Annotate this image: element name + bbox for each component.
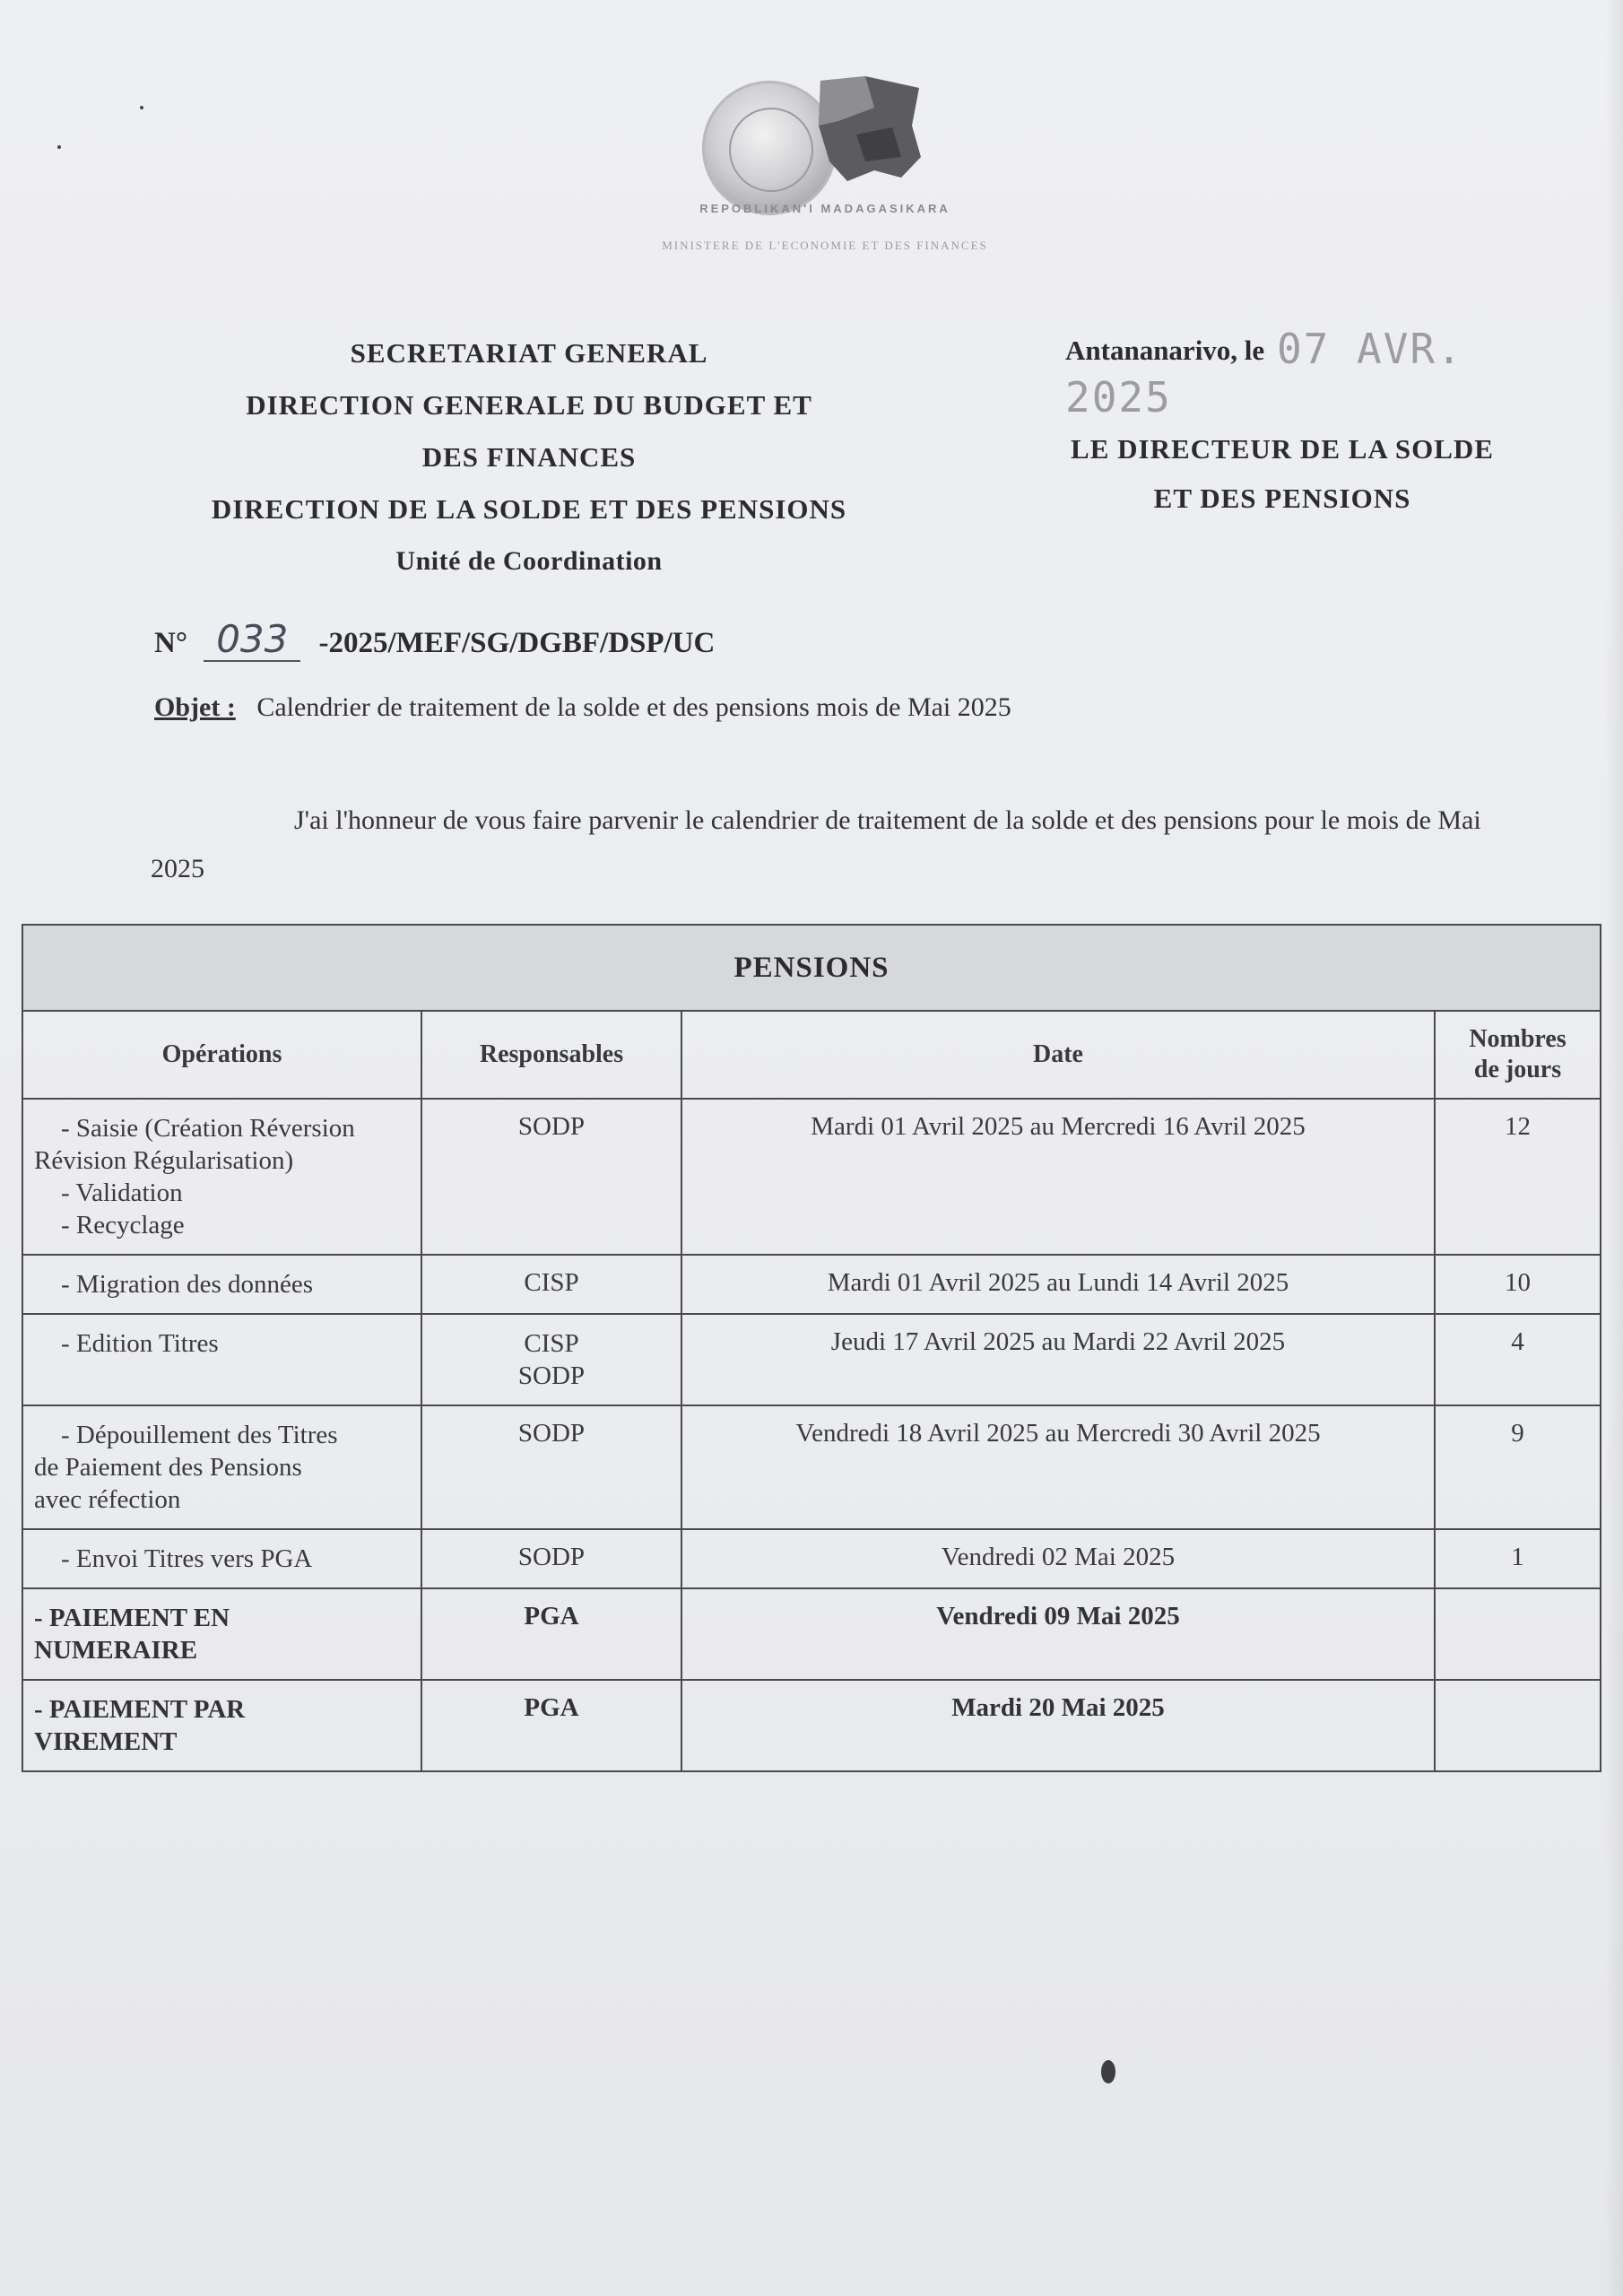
subject-line xyxy=(154,692,1499,723)
op-line: avec réfection xyxy=(34,1485,181,1514)
op-line: NUMERAIRE xyxy=(34,1636,198,1665)
sender-line: DES FINANCES xyxy=(421,441,637,473)
sender-line: SECRETARIAT GENERAL xyxy=(350,337,708,369)
op-line: de Paiement des Pensions xyxy=(34,1453,302,1482)
resp-line: CISP xyxy=(524,1268,579,1297)
cell-operations xyxy=(22,1255,421,1314)
pensions-table xyxy=(22,924,1601,1772)
cell-date: Mardi 01 Avril 2025 au Mercredi 16 Avril 2025 xyxy=(681,1099,1435,1255)
cell-responsables xyxy=(421,1405,681,1529)
pensions-table-wrap xyxy=(22,924,1600,1772)
cell-operations xyxy=(22,1314,421,1405)
paper-speck xyxy=(140,106,143,109)
cell-operations xyxy=(22,1680,421,1771)
resp-line: CISP xyxy=(524,1329,579,1358)
cell-operations xyxy=(22,1529,421,1588)
cell-date: Vendredi 09 Mai 2025 xyxy=(681,1588,1435,1680)
page-edge-shadow xyxy=(1605,0,1623,2296)
cell-jours xyxy=(1435,1588,1601,1680)
op-line: - PAIEMENT PAR xyxy=(34,1695,246,1724)
col-header-jours-line: Nombres xyxy=(1469,1025,1567,1053)
national-emblem xyxy=(695,54,946,197)
table-header-row xyxy=(22,1011,1601,1099)
cell-jours: 10 xyxy=(1435,1255,1601,1314)
flag-map-icon xyxy=(812,72,928,188)
table-row xyxy=(22,1529,1601,1588)
signatory-line: ET DES PENSIONS xyxy=(1153,483,1411,514)
place-label: Antananarivo, le xyxy=(1065,335,1265,366)
ink-smudge xyxy=(1101,2060,1115,2083)
signatory-block xyxy=(1031,424,1533,523)
cell-responsables xyxy=(421,1314,681,1405)
cell-jours: 4 xyxy=(1435,1314,1601,1405)
col-header-date: Date xyxy=(681,1011,1435,1099)
op-line: - PAIEMENT EN xyxy=(34,1604,230,1632)
table-row xyxy=(22,1314,1601,1405)
sender-unit: Unité de Coordination xyxy=(395,546,663,576)
ministry-name: MINISTERE DE L'ECONOMIE ET DES FINANCES xyxy=(662,239,988,252)
cell-responsables xyxy=(421,1588,681,1680)
paper-speck xyxy=(57,145,61,149)
op-line: - Envoi Titres vers PGA xyxy=(61,1544,313,1573)
op-line: - Saisie (Création Réversion xyxy=(61,1114,355,1143)
cell-date: Jeudi 17 Avril 2025 au Mardi 22 Avril 2025 xyxy=(681,1314,1435,1405)
sender-line: DIRECTION DE LA SOLDE ET DES PENSIONS xyxy=(211,493,847,525)
op-line: - Edition Titres xyxy=(61,1329,219,1358)
reference-suffix: -2025/MEF/SG/DGBF/DSP/UC xyxy=(318,627,716,659)
resp-line: PGA xyxy=(524,1602,579,1631)
table-row xyxy=(22,1680,1601,1771)
subject-text: Calendrier de traitement de la solde et des pensions mois de Mai 2025 xyxy=(256,692,1011,722)
resp-line: SODP xyxy=(517,1112,586,1141)
table-row xyxy=(22,1255,1601,1314)
cell-operations xyxy=(22,1588,421,1680)
reference-prefix: N° xyxy=(154,627,188,659)
table-title: PENSIONS xyxy=(22,925,1601,1011)
cell-date: Vendredi 18 Avril 2025 au Mercredi 30 Avril 2025 xyxy=(681,1405,1435,1529)
table-row xyxy=(22,1099,1601,1255)
cell-jours: 12 xyxy=(1435,1099,1601,1255)
cell-date: Mardi 20 Mai 2025 xyxy=(681,1680,1435,1771)
sender-line: DIRECTION GENERALE DU BUDGET ET xyxy=(246,389,812,421)
cell-jours xyxy=(1435,1680,1601,1771)
sender-block xyxy=(143,327,915,587)
cell-responsables xyxy=(421,1529,681,1588)
cell-date: Vendredi 02 Mai 2025 xyxy=(681,1529,1435,1588)
cell-operations xyxy=(22,1405,421,1529)
date-stamp: 07 AVR. 2025 xyxy=(1065,325,1463,422)
cell-date: Mardi 01 Avril 2025 au Lundi 14 Avril 2025 xyxy=(681,1255,1435,1314)
cell-jours: 1 xyxy=(1435,1529,1601,1588)
resp-line: SODP xyxy=(517,1361,586,1390)
table-row xyxy=(22,1588,1601,1680)
cell-responsables xyxy=(421,1680,681,1771)
country-name: REPOBLIKAN'I MADAGASIKARA xyxy=(699,202,950,215)
op-line: Révision Régularisation) xyxy=(34,1146,294,1175)
resp-line: SODP xyxy=(517,1419,586,1448)
subject-label: Objet : xyxy=(154,692,236,722)
cell-responsables xyxy=(421,1099,681,1255)
resp-line: SODP xyxy=(517,1543,586,1571)
signatory-line: LE DIRECTEUR DE LA SOLDE xyxy=(1071,433,1494,465)
reference-number: 033 xyxy=(204,619,300,662)
op-line: - Validation xyxy=(61,1178,183,1207)
intro-paragraph: J'ai l'honneur de vous faire parvenir le calendrier de traitement de la solde et des pensions pour le mois de Mai 2025 xyxy=(151,805,1481,883)
cell-responsables xyxy=(421,1255,681,1314)
cell-operations xyxy=(22,1099,421,1255)
reference-line xyxy=(154,619,1230,662)
op-line: - Migration des données xyxy=(61,1270,314,1299)
op-line: - Recyclage xyxy=(61,1211,185,1239)
col-header-jours xyxy=(1435,1011,1601,1099)
op-line: - Dépouillement des Titres xyxy=(61,1421,338,1449)
op-line: VIREMENT xyxy=(34,1727,178,1756)
col-header-jours-line: de jours xyxy=(1473,1056,1562,1083)
col-header-operations: Opérations xyxy=(22,1011,421,1099)
resp-line: PGA xyxy=(524,1693,579,1722)
table-row xyxy=(22,1405,1601,1529)
col-header-responsables: Responsables xyxy=(421,1011,681,1099)
place-date xyxy=(1065,325,1567,422)
cell-jours: 9 xyxy=(1435,1405,1601,1529)
